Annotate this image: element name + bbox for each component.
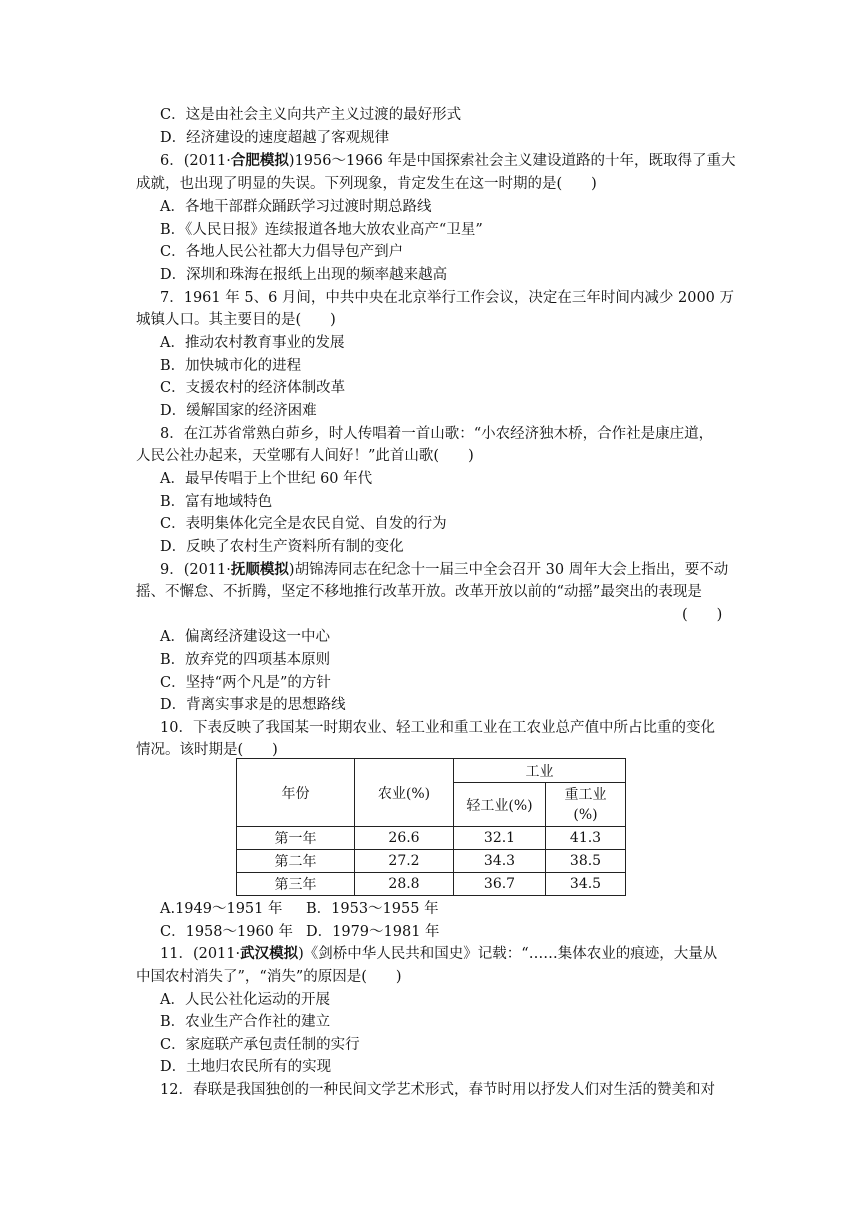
q11-stem-line1: 11．(2011·武汉模拟)《剑桥中华人民共和国史》记载：“……集体农业的痕迹，大量从 (160, 945, 718, 962)
q10-stem-line1: 10．下表反映了我国某一时期农业、轻工业和重工业在工农业总产值中所占比重的变化 (160, 720, 715, 736)
q10-option-a: A.1949～1951 年 (160, 901, 283, 917)
q5-option-d: D．经济建设的速度超越了客观规律 (160, 130, 390, 146)
q8-stem-line2: 人民公社办起来，天堂哪有人间好！”此首山歌( ) (136, 448, 474, 464)
q9-option-b: B．放弃党的四项基本原则 (160, 652, 331, 668)
q7-option-d: D．缓解国家的经济困难 (160, 403, 317, 419)
table-header-industry: 工业 (454, 759, 626, 783)
table-cell-year: 第二年 (237, 850, 355, 873)
q6-option-d: D．深圳和珠海在报纸上出现的频率越来越高 (160, 267, 448, 283)
table-row (237, 873, 626, 896)
table-header-agriculture: 农业(%) (355, 759, 454, 827)
table-cell-agriculture: 26.6 (355, 827, 454, 850)
q6-option-b: B．《人民日报》连续报道各地大放农业高产“卫星” (160, 222, 483, 238)
table-header-year: 年份 (237, 759, 355, 827)
table-header-light-industry: 轻工业(%) (454, 783, 546, 827)
q10-option-b: B．1953～1955 年 (306, 901, 439, 917)
q8-option-b: B．富有地域特色 (160, 494, 273, 510)
q6-option-c: C．各地人民公社都大力倡导包产到户 (160, 244, 404, 260)
table-cell-light: 34.3 (454, 850, 546, 873)
q7-option-c: C．支援农村的经济体制改革 (160, 380, 346, 396)
q9-option-d: D．背离实事求是的思想路线 (160, 697, 346, 713)
q9-option-c: C．坚持“两个凡是”的方针 (160, 675, 331, 691)
q7-stem-line2: 城镇人口。其主要目的是( ) (136, 312, 336, 328)
q9-answer-blank: ( ) (682, 607, 723, 623)
q11-option-d: D．土地归农民所有的实现 (160, 1059, 332, 1075)
table-row (237, 850, 626, 873)
q8-option-d: D．反映了农村生产资料所有制的变化 (160, 539, 404, 555)
q6-stem-line1: 6．(2011·合肥模拟)1956～1966 年是中国探索社会主义建设道路的十年，既取得了重大 (160, 152, 736, 169)
q11-stem-line2: 中国农村消失了”，“消失”的原因是( ) (136, 969, 402, 985)
q6-stem-line2: 成就，也出现了明显的失误。下列现象，肯定发生在这一时期的是( ) (136, 176, 597, 192)
table-header-heavy-industry: 重工业 (%) (546, 783, 626, 827)
q11-option-c: C．家庭联产承包责任制的实行 (160, 1037, 360, 1053)
q9-stem-line1: 9．(2011·抚顺模拟)胡锦涛同志在纪念十一届三中全会召开 30 周年大会上指出，要不动 (160, 561, 729, 578)
q7-option-b: B．加快城市化的进程 (160, 358, 302, 374)
table-cell-agriculture: 27.2 (355, 850, 454, 873)
table-cell-year: 第一年 (237, 827, 355, 850)
q8-stem-line1: 8．在江苏省常熟白茆乡，时人传唱着一首山歌：“小农经济独木桥，合作社是康庄道， (160, 426, 714, 442)
table-cell-heavy: 41.3 (546, 827, 626, 850)
q7-stem-line1: 7．1961 年 5、6 月间，中共中央在北京举行工作会议，决定在三年时间内减少 2000 万 (160, 290, 735, 306)
q10-option-d: D．1979～1981 年 (306, 924, 440, 940)
table-cell-year: 第三年 (237, 873, 355, 896)
q12-stem-line1: 12．春联是我国独创的一种民间文学艺术形式，春节时用以抒发人们对生活的赞美和对 (160, 1082, 715, 1098)
q5-option-c: C．这是由社会主义向共产主义过渡的最好形式 (160, 107, 462, 123)
q10-stem-line2: 情况。该时期是( ) (136, 742, 278, 758)
q6-option-a: A．各地干部群众踊跃学习过渡时期总路线 (160, 199, 432, 215)
table-cell-heavy: 38.5 (546, 850, 626, 873)
sector-share-table (236, 758, 626, 896)
q8-option-a: A．最早传唱于上个世纪 60 年代 (160, 471, 373, 487)
q11-option-b: B．农业生产合作社的建立 (160, 1014, 331, 1030)
q7-option-a: A．推动农村教育事业的发展 (160, 335, 345, 351)
table-cell-light: 36.7 (454, 873, 546, 896)
table-cell-agriculture: 28.8 (355, 873, 454, 896)
q8-option-c: C．表明集体化完全是农民自觉、自发的行为 (160, 516, 447, 532)
table-row (237, 827, 626, 850)
table-cell-heavy: 34.5 (546, 873, 626, 896)
q9-option-a: A．偏离经济建设这一中心 (160, 629, 330, 645)
q11-option-a: A．人民公社化运动的开展 (160, 992, 330, 1008)
q9-stem-line2: 摇、不懈怠、不折腾，坚定不移地推行改革开放。改革开放以前的“动摇”最突出的表现是 (136, 584, 702, 600)
q10-option-c: C．1958～1960 年 (160, 924, 294, 940)
table-cell-light: 32.1 (454, 827, 546, 850)
